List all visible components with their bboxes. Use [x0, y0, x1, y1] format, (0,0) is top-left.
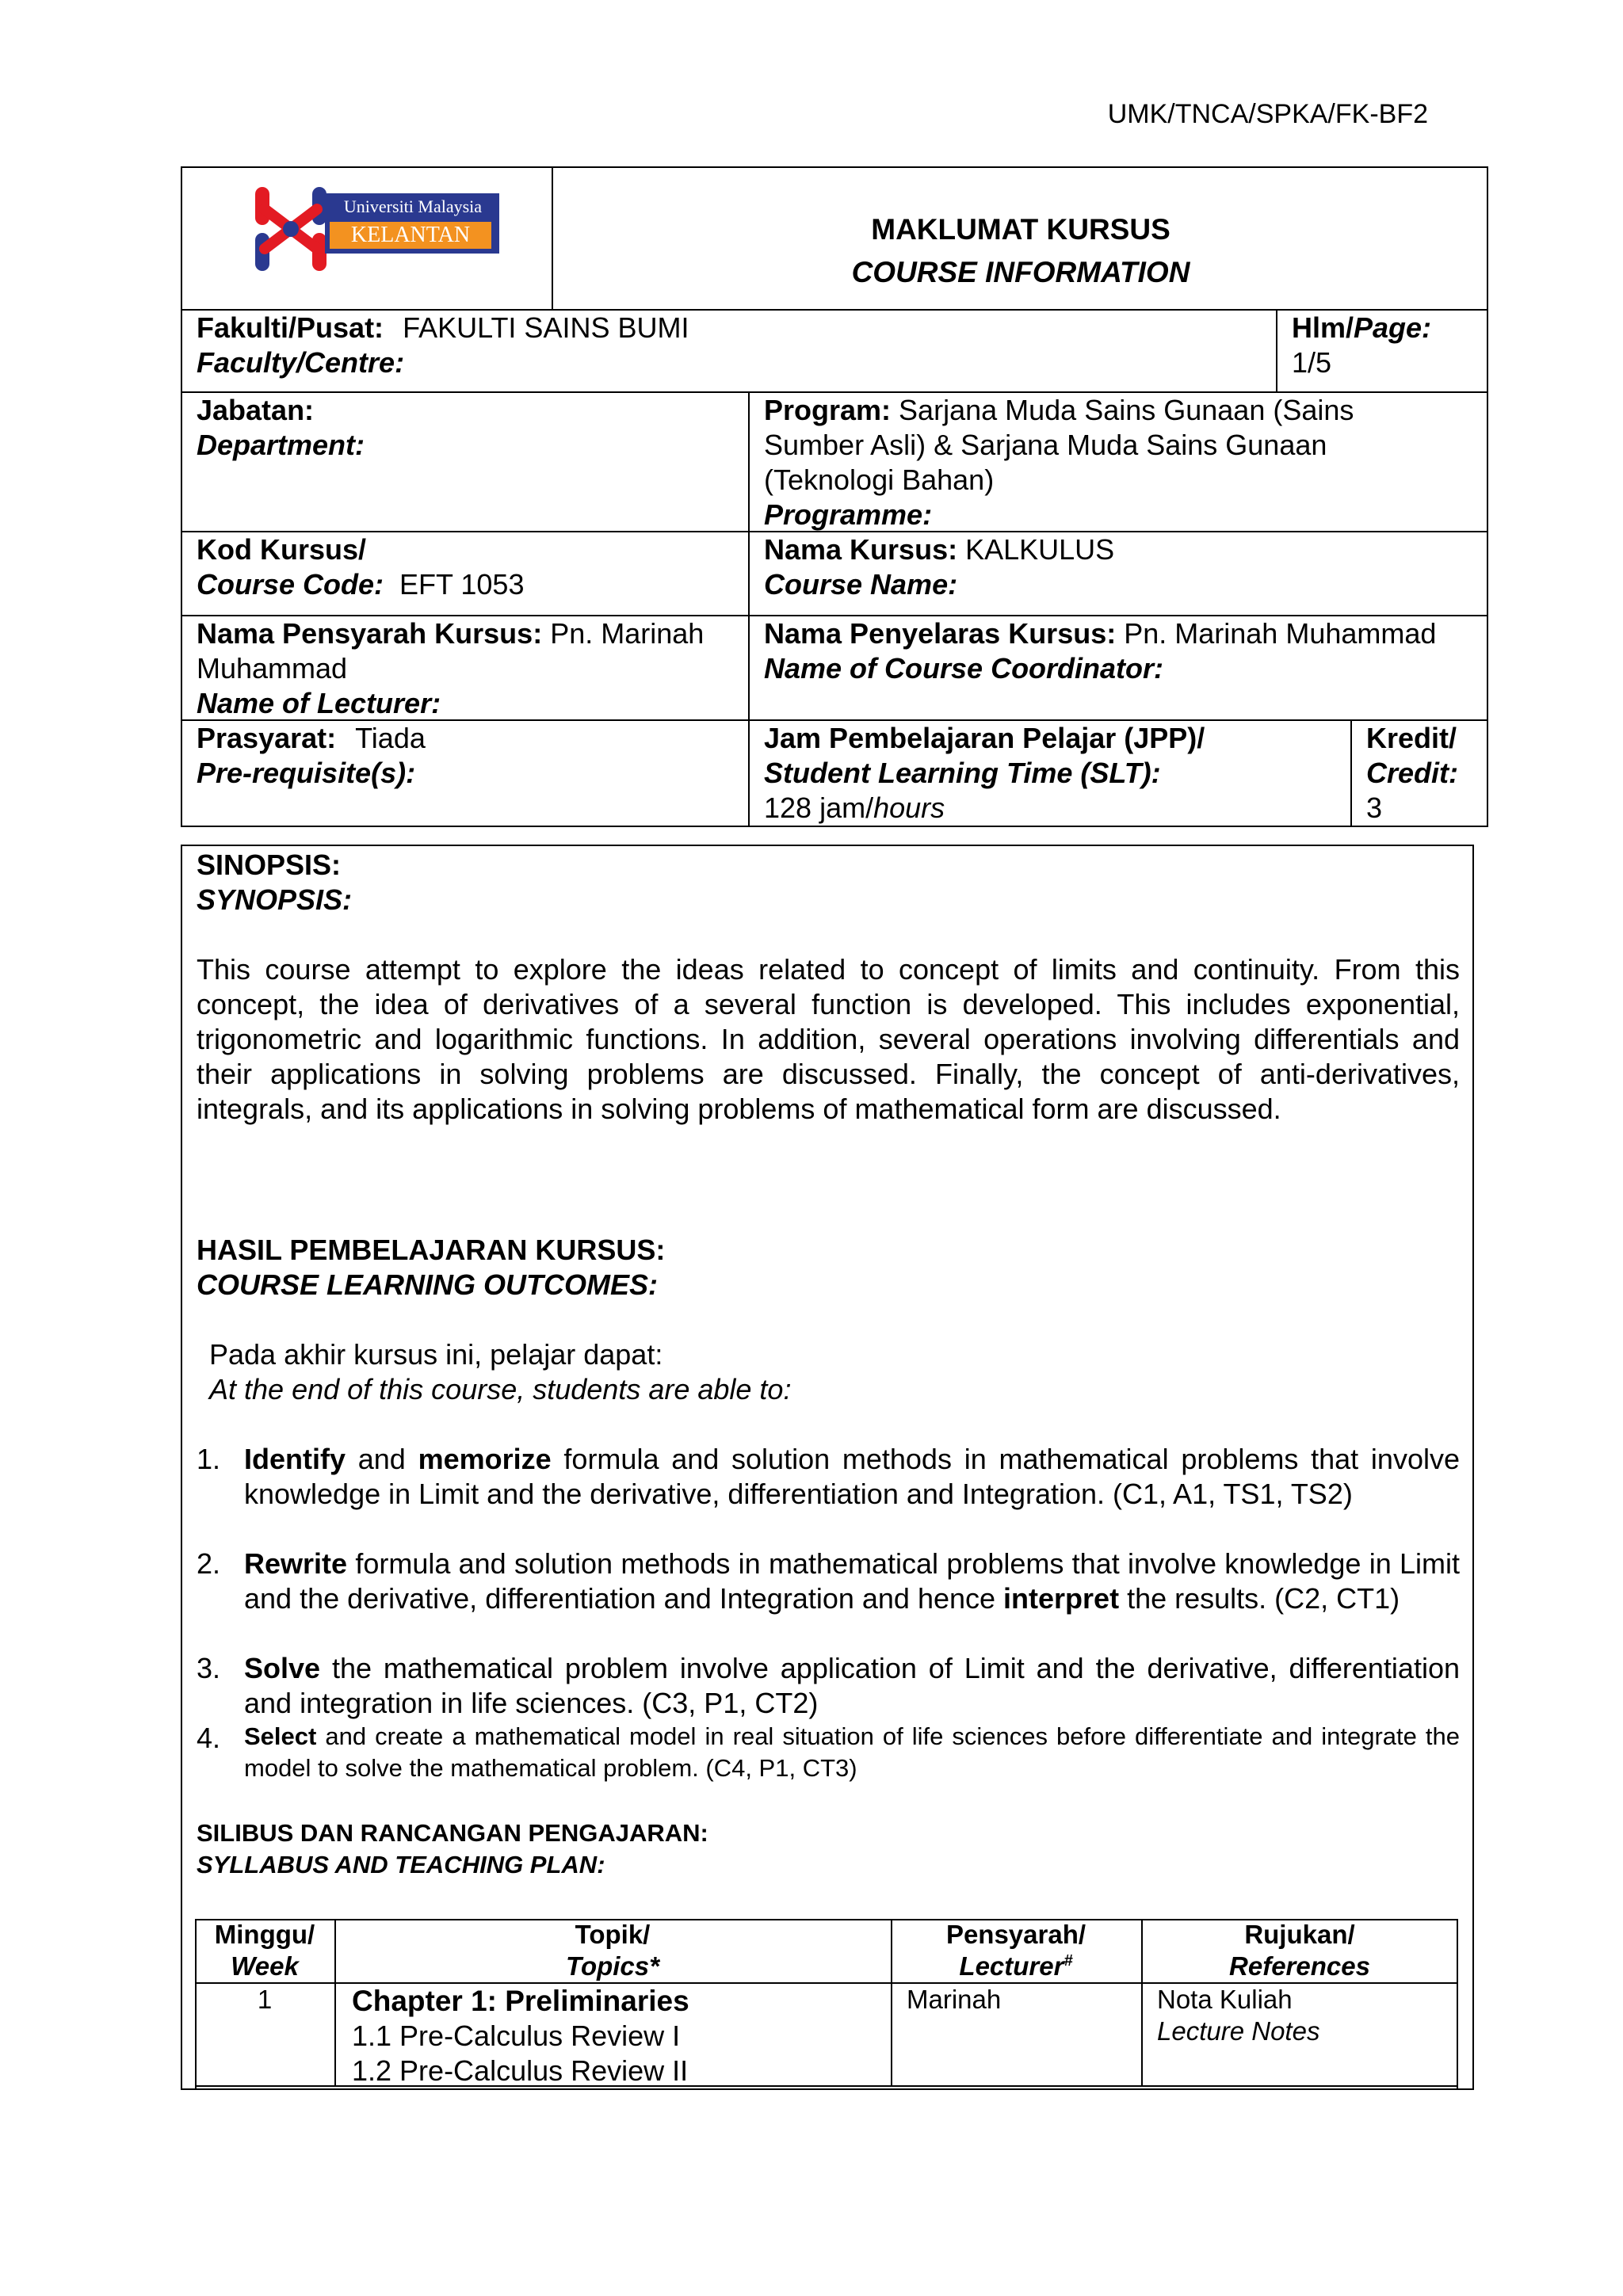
coordinator-label: Nama Penyelaras Kursus: — [764, 617, 1117, 650]
prerequisite-label-en: Pre-requisite(s): — [197, 757, 416, 789]
credit-cell — [1366, 721, 1458, 826]
column-header-lecturer-en: Lecturer — [959, 1951, 1064, 1981]
outcome-text: the results. (C2, CT1) — [1119, 1582, 1400, 1615]
programme-label-en: Programme: — [764, 498, 933, 531]
outcome-keyword: memorize — [418, 1443, 552, 1475]
outcome-text: and create a mathematical model in real situation of life sciences before differentiate and integrate the model to solve the mathematical problem. (C4, P1, CT3) — [244, 1722, 1460, 1782]
page-number-cell — [1292, 311, 1431, 380]
course-code-cell — [197, 532, 524, 602]
synopsis-text: This course attempt to explore the ideas related to concept of limits and continuity. From this concept, the idea of derivatives of a several function is developed. This includes exponential, trigonometric and logarithmic functions. In addition, several operations involving differentials and their applications in solving problems are discussed. Finally, the concept of anti-derivatives, integrals, and its applications in solving problems of mathematical form are discussed. — [197, 953, 1460, 1125]
column-header-week — [195, 1919, 334, 1982]
reference-my: Nota Kuliah — [1157, 1985, 1293, 2014]
page-label-en: Page: — [1354, 311, 1432, 344]
column-header-week-my: Minggu/ — [214, 1920, 315, 1949]
subtopic-item: 1.2 Pre-Calculus Review II — [352, 2054, 689, 2087]
course-name-label: Nama Kursus: — [764, 533, 958, 566]
outcome-number: 3. — [197, 1652, 221, 1684]
reference-en: Lecture Notes — [1157, 2016, 1320, 2046]
table-cell-references — [1157, 1984, 1319, 2047]
prerequisite-cell — [197, 721, 426, 791]
synopsis-heading-en: SYNOPSIS: — [197, 883, 353, 916]
chapter-title: Chapter 1: Preliminaries — [352, 1985, 689, 2017]
course-name-label-en: Course Name: — [764, 568, 958, 601]
course-code-label-en: Course Code: — [197, 568, 384, 601]
credit-value: 3 — [1366, 791, 1383, 824]
lecturer-cell — [197, 616, 704, 721]
outcomes-heading-en: COURSE LEARNING OUTCOMES: — [197, 1268, 659, 1301]
outcomes-intro-en: At the end of this course, students are able to: — [209, 1373, 792, 1405]
page-label: Hlm/ — [1292, 311, 1354, 344]
column-header-references-en: References — [1229, 1951, 1370, 1981]
syllabus-heading: SILIBUS DAN RANCANGAN PENGAJARAN: — [197, 1819, 708, 1847]
course-name-cell — [764, 532, 1114, 602]
table-cell-topic — [352, 1984, 883, 2088]
programme-value-line3: (Teknologi Bahan) — [764, 463, 995, 496]
page-title: MAKLUMAT KURSUS — [871, 213, 1170, 246]
outcomes-heading: HASIL PEMBELAJARAN KURSUS: — [197, 1234, 666, 1266]
table-cell-lecturer: Marinah — [907, 1985, 1002, 2014]
outcome-item — [244, 1547, 1460, 1616]
credit-label: Kredit/ — [1366, 722, 1457, 754]
coordinator-cell — [764, 616, 1436, 686]
slt-label: Jam Pembelajaran Pelajar (JPP)/ — [764, 722, 1205, 754]
programme-label: Program: — [764, 394, 892, 426]
faculty-value: FAKULTI SAINS BUMI — [403, 311, 689, 344]
course-code-value: EFT 1053 — [399, 568, 525, 601]
outcome-number: 2. — [197, 1547, 221, 1580]
column-header-topics-en: Topics* — [566, 1951, 659, 1981]
outcome-keyword: Select — [244, 1722, 317, 1750]
course-code-label: Kod Kursus/ — [197, 533, 367, 566]
synopsis-heading: SINOPSIS: — [197, 849, 342, 881]
outcome-keyword: Solve — [244, 1652, 321, 1684]
column-header-lecturer-sup: # — [1064, 1952, 1073, 1970]
faculty-label-en: Faculty/Centre: — [197, 346, 405, 379]
column-header-topics-my: Topik/ — [575, 1920, 651, 1949]
lecturer-label-en: Name of Lecturer: — [197, 687, 441, 719]
outcome-keyword: Rewrite — [244, 1547, 348, 1580]
department-label-en: Department: — [197, 429, 365, 461]
outcome-number: 1. — [197, 1443, 221, 1475]
column-header-lecturer — [891, 1919, 1141, 1982]
logo-emblem-icon — [247, 185, 334, 273]
column-header-week-en: Week — [231, 1951, 299, 1981]
faculty-label: Fakulti/Pusat: — [197, 311, 384, 344]
outcome-text: formula and solution methods in mathematical problems that involve knowledge in Limit and the derivative, differentiation and Integration and hence — [244, 1547, 1460, 1615]
lecturer-label: Nama Pensyarah Kursus: — [197, 617, 543, 650]
column-header-lecturer-my: Pensyarah/ — [945, 1920, 1086, 1949]
outcome-item — [244, 1651, 1460, 1721]
lecturer-value-part1: Pn. Marinah — [550, 617, 705, 650]
slt-value: 128 jam/ — [764, 791, 874, 824]
column-header-references-my: Rujukan/ — [1244, 1920, 1355, 1949]
column-header-topics — [334, 1919, 891, 1982]
coordinator-value: Pn. Marinah Muhammad — [1124, 617, 1437, 650]
page-number: 1/5 — [1292, 346, 1332, 379]
outcome-number: 4. — [197, 1722, 221, 1754]
column-header-references — [1141, 1919, 1458, 1982]
university-logo — [247, 185, 501, 273]
logo-line2: KELANTAN — [330, 222, 491, 249]
lecturer-value-part2: Muhammad — [197, 652, 348, 685]
subtopic-item: 1.1 Pre-Calculus Review I — [352, 2019, 681, 2052]
credit-label-en: Credit: — [1366, 757, 1458, 789]
course-name-value: KALKULUS — [965, 533, 1115, 566]
slt-label-en: Student Learning Time (SLT): — [764, 757, 1161, 789]
prerequisite-label: Prasyarat: — [197, 722, 337, 754]
outcome-keyword: interpret — [1003, 1582, 1120, 1615]
page-subtitle: COURSE INFORMATION — [851, 256, 1190, 288]
document-code: UMK/TNCA/SPKA/FK-BF2 — [1107, 99, 1428, 129]
syllabus-heading-en: SYLLABUS AND TEACHING PLAN: — [197, 1851, 605, 1878]
slt-unit: hours — [873, 791, 945, 824]
coordinator-label-en: Name of Course Coordinator: — [764, 652, 1164, 685]
faculty-cell — [197, 311, 689, 380]
table-cell-week: 1 — [257, 1985, 273, 2014]
department-label: Jabatan: — [197, 394, 315, 426]
logo-wordmark — [325, 193, 499, 254]
outcome-keyword: Identify — [244, 1443, 346, 1475]
outcome-item — [244, 1442, 1460, 1512]
outcome-text: formula and solution methods in mathematical problems that involve knowledge in Limit and the derivative, differentiation and Integration. (C1, A1, TS1, TS2) — [244, 1443, 1460, 1510]
outcome-item — [244, 1721, 1460, 1784]
department-cell — [197, 393, 365, 463]
programme-value-line1: Sarjana Muda Sains Gunaan (Sains — [899, 394, 1354, 426]
slt-cell — [764, 721, 1205, 826]
outcome-text: and — [346, 1443, 418, 1475]
programme-cell — [764, 393, 1477, 532]
prerequisite-value: Tiada — [355, 722, 426, 754]
logo-line1: Universiti Malaysia — [343, 196, 483, 216]
programme-value-line2: Sumber Asli) & Sarjana Muda Sains Gunaan — [764, 429, 1327, 461]
outcome-text: the mathematical problem involve application of Limit and the derivative, differentiation and integration in life sciences. (C3, P1, CT2) — [244, 1652, 1460, 1719]
outcomes-intro: Pada akhir kursus ini, pelajar dapat: — [209, 1338, 663, 1371]
